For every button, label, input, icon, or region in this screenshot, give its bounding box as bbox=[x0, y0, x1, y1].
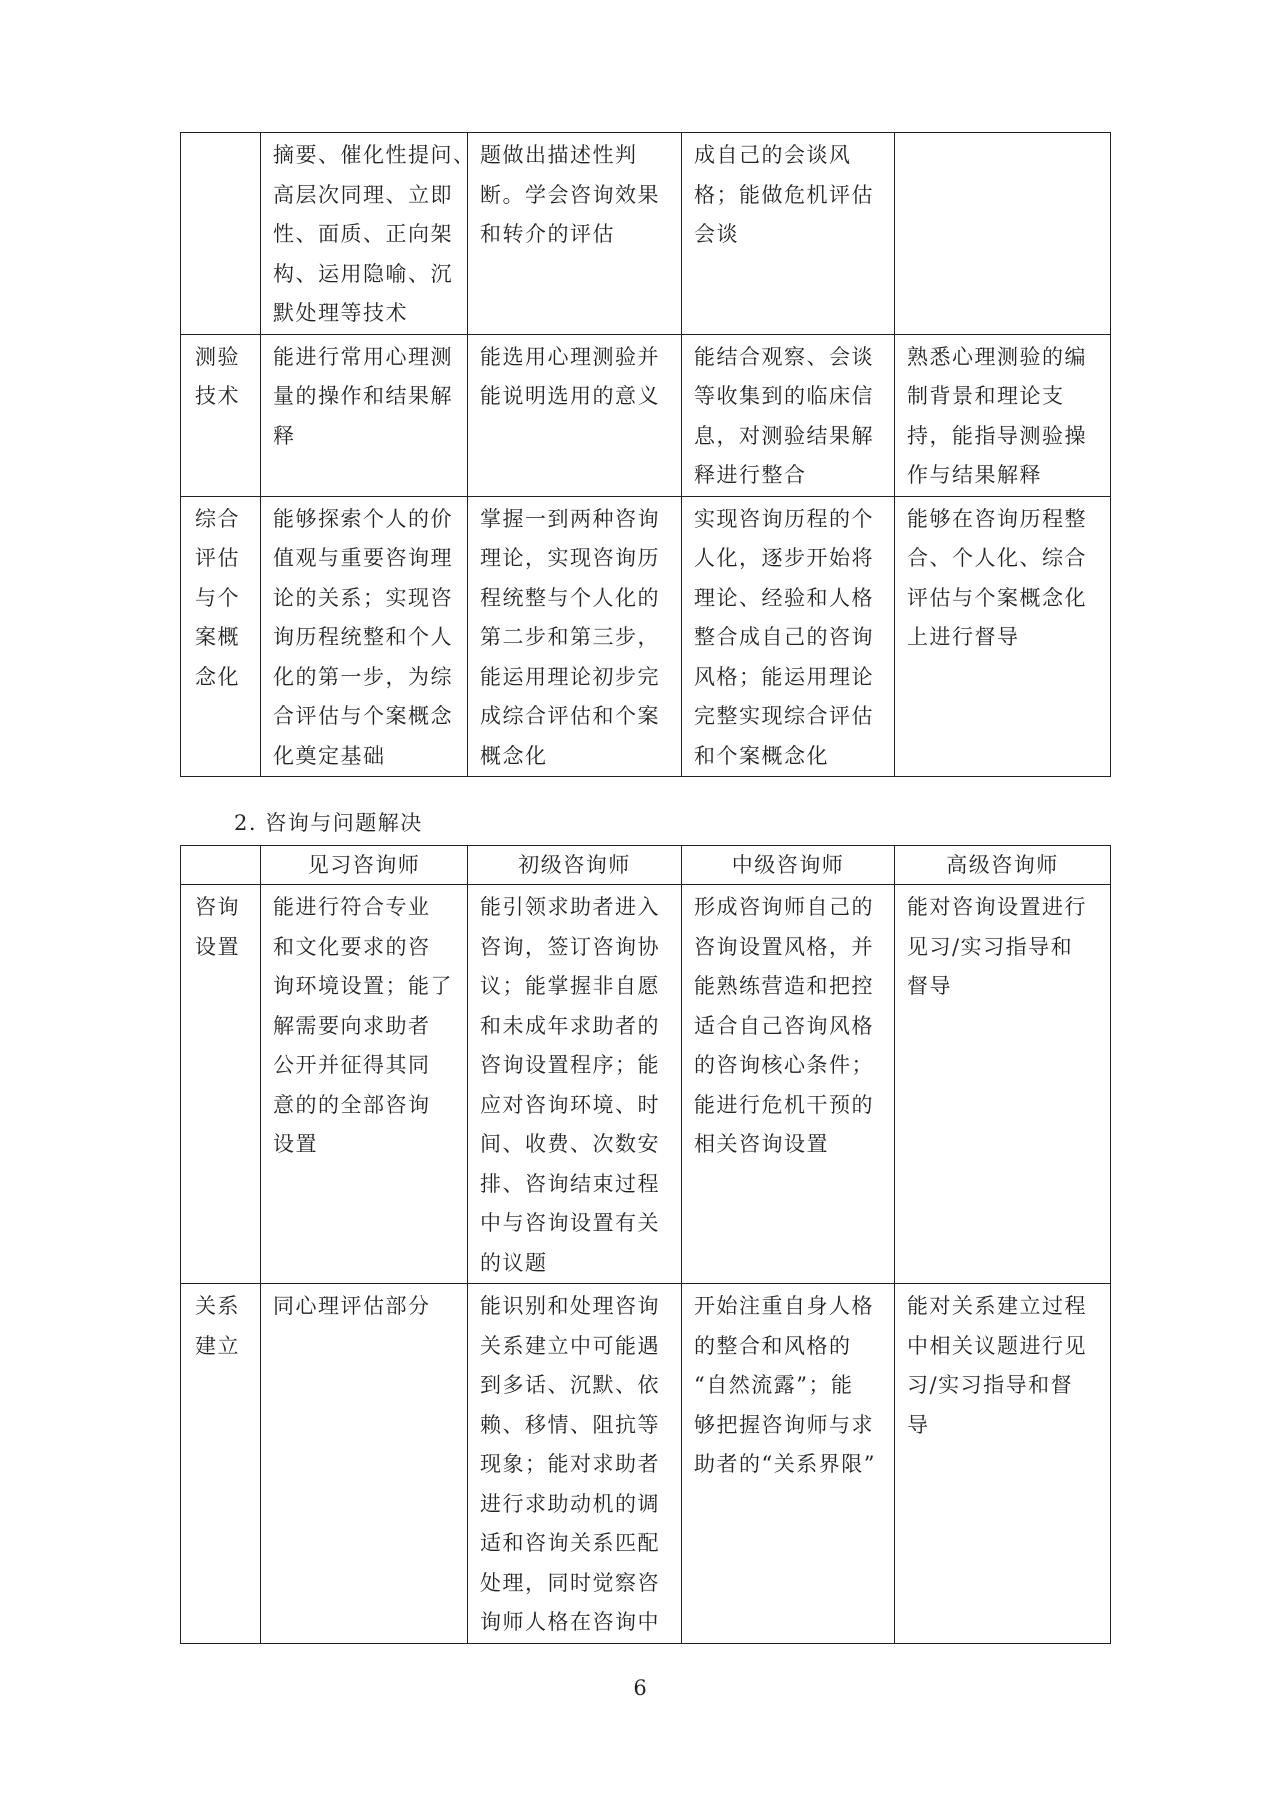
cell-senior bbox=[895, 133, 1111, 335]
table1-body bbox=[181, 133, 1111, 777]
competency-table-continued bbox=[180, 132, 1111, 777]
cell-text-line: 实现咨询历程的个 bbox=[694, 506, 874, 531]
cell-junior bbox=[468, 496, 682, 777]
cell-text-line: 高层次同理、立即 bbox=[273, 182, 453, 207]
row-heading-line: 设置 bbox=[195, 934, 240, 959]
cell-text-line: 能熟练营造和把控 bbox=[694, 974, 874, 998]
cell-text-line: 论的关系；实现咨 bbox=[273, 585, 453, 610]
cell-text-line: 理论，实现咨询历 bbox=[480, 546, 660, 570]
table-row bbox=[181, 334, 1111, 496]
cell-text-line: 能结合观察、会谈 bbox=[694, 344, 874, 369]
cell-text-line: 和转介的评估 bbox=[480, 222, 615, 246]
cell-text-line: 题做出描述性判 bbox=[480, 143, 638, 167]
cell-trainee bbox=[261, 1284, 468, 1644]
cell-intermediate bbox=[682, 885, 895, 1284]
cell-text-line: 形成咨询师自己的 bbox=[694, 895, 874, 919]
cell-text-line: 导 bbox=[907, 1412, 930, 1437]
row-heading-line: 测验 bbox=[195, 344, 240, 369]
cell-intermediate bbox=[682, 334, 895, 496]
cell-text-line: 化的第一步，为综 bbox=[273, 664, 453, 689]
cell-text-line: 释进行整合 bbox=[694, 463, 807, 487]
cell-text-line: 构、运用隐喻、沉 bbox=[273, 261, 453, 286]
cell-text-line: 能对咨询设置进行 bbox=[907, 895, 1087, 919]
cell-text-line: 关系建立中可能遇 bbox=[480, 1333, 660, 1358]
cell-text-line: 应对咨询环境、时 bbox=[480, 1092, 660, 1117]
cell-text-line: 咨询设置程序；能 bbox=[480, 1053, 660, 1077]
cell-senior bbox=[895, 885, 1111, 1284]
counseling-problem-solving-table bbox=[180, 845, 1111, 1644]
cell-text-line: 性、面质、正向架 bbox=[273, 222, 453, 246]
cell-text-line: 咨询设置风格，并 bbox=[694, 934, 874, 959]
cell-text-line: 和未成年求助者的 bbox=[480, 1013, 660, 1038]
cell-text-line: 适合自己咨询风格 bbox=[694, 1013, 874, 1038]
cell-text-line: 能进行常用心理测 bbox=[273, 344, 453, 369]
cell-text-line: 询历程统整和个人 bbox=[273, 625, 453, 649]
row-heading bbox=[181, 1284, 261, 1644]
cell-text-line: 中相关议题进行见 bbox=[907, 1333, 1087, 1358]
cell-text-line: 意的的全部咨询 bbox=[273, 1092, 431, 1117]
cell-text-line: 督导 bbox=[907, 974, 952, 998]
cell-text-line: 能进行危机干预的 bbox=[694, 1092, 874, 1117]
cell-trainee bbox=[261, 334, 468, 496]
cell-text-line: 会谈 bbox=[694, 222, 739, 246]
cell-text-line: 能识别和处理咨询 bbox=[480, 1294, 660, 1318]
cell-text-line: 掌握一到两种咨询 bbox=[480, 506, 660, 531]
cell-text-line: 和文化要求的咨 bbox=[273, 934, 431, 959]
row-heading-line: 案概 bbox=[195, 625, 240, 649]
cell-text-line: 能说明选用的意义 bbox=[480, 384, 660, 408]
table-row bbox=[181, 133, 1111, 335]
section-title: 2. 咨询与问题解决 bbox=[234, 811, 423, 835]
cell-text-line: 完整实现综合评估 bbox=[694, 704, 874, 728]
cell-trainee bbox=[261, 133, 476, 335]
cell-text-line: 处理，同时觉察咨 bbox=[480, 1570, 660, 1595]
cell-text-line: 风格；能运用理论 bbox=[694, 664, 874, 689]
cell-junior bbox=[468, 885, 682, 1284]
cell-text-line: 评估与个案概念化 bbox=[907, 585, 1087, 610]
row-heading-line: 咨询 bbox=[195, 895, 240, 919]
cell-text-line: 能运用理论初步完 bbox=[480, 664, 660, 689]
row-heading-line: 评估 bbox=[195, 546, 240, 570]
cell-text-line: 同心理评估部分 bbox=[273, 1294, 431, 1318]
cell-text-line: 化奠定基础 bbox=[273, 743, 386, 768]
cell-text-line: 成自己的会谈风 bbox=[694, 143, 852, 167]
cell-text-line: 默处理等技术 bbox=[273, 301, 408, 325]
cell-text-line: 相关咨询设置 bbox=[694, 1132, 829, 1156]
cell-text-line: 理论、经验和人格 bbox=[694, 585, 874, 610]
cell-text-line: 概念化 bbox=[480, 743, 548, 768]
table-header-row bbox=[181, 846, 1111, 885]
header-trainee: 见习咨询师 bbox=[261, 846, 468, 885]
cell-text-line: 量的操作和结果解 bbox=[273, 384, 453, 408]
cell-text-line: 断。学会咨询效果 bbox=[480, 182, 660, 207]
row-heading-line: 念化 bbox=[195, 664, 240, 689]
cell-text-line: 能对关系建立过程 bbox=[907, 1294, 1087, 1318]
cell-text-line: 的议题 bbox=[480, 1250, 548, 1275]
row-heading-line: 关系 bbox=[195, 1294, 240, 1318]
cell-text-line: 合、个人化、综合 bbox=[907, 546, 1087, 570]
cell-text-line: 间、收费、次数安 bbox=[480, 1132, 660, 1156]
cell-text-line: 整合成自己的咨询 bbox=[694, 625, 874, 649]
cell-text-line: 设置 bbox=[273, 1132, 318, 1156]
cell-text-line: 赖、移情、阻抗等 bbox=[480, 1412, 660, 1437]
row-heading bbox=[181, 133, 261, 335]
row-heading-line: 建立 bbox=[195, 1333, 240, 1358]
cell-senior bbox=[895, 1284, 1111, 1644]
cell-text-line: 能引领求助者进入 bbox=[480, 895, 660, 919]
cell-trainee bbox=[261, 496, 468, 777]
table-row bbox=[181, 1284, 1111, 1644]
cell-text-line: “自然流露”；能 bbox=[694, 1373, 854, 1397]
row-heading bbox=[181, 885, 261, 1284]
cell-intermediate bbox=[682, 133, 895, 335]
cell-text-line: 持，能指导测验操 bbox=[907, 423, 1087, 448]
header-intermediate: 中级咨询师 bbox=[682, 846, 895, 885]
cell-junior bbox=[468, 334, 682, 496]
table2-body bbox=[181, 885, 1111, 1644]
row-heading bbox=[181, 496, 261, 777]
cell-text-line: 人化，逐步开始将 bbox=[694, 546, 874, 570]
cell-text-line: 见习/实习指导和 bbox=[907, 934, 1074, 959]
cell-text-line: 上进行督导 bbox=[907, 625, 1020, 649]
cell-text-line: 公开并征得其同 bbox=[273, 1053, 431, 1077]
header-junior: 初级咨询师 bbox=[468, 846, 682, 885]
cell-text-line: 合评估与个案概念 bbox=[273, 704, 453, 728]
cell-text-line: 现象；能对求助者 bbox=[480, 1452, 660, 1476]
cell-text-line: 制背景和理论支 bbox=[907, 384, 1065, 408]
cell-text-line: 适和咨询关系匹配 bbox=[480, 1531, 660, 1555]
cell-text-line: 中与咨询设置有关 bbox=[480, 1211, 660, 1235]
cell-text-line: 到多话、沉默、依 bbox=[480, 1373, 660, 1397]
cell-text-line: 等收集到的临床信 bbox=[694, 384, 874, 408]
cell-text-line: 排、咨询结束过程 bbox=[480, 1171, 660, 1196]
table-row bbox=[181, 885, 1111, 1284]
cell-text-line: 开始注重自身人格 bbox=[694, 1294, 874, 1318]
cell-text-line: 和个案概念化 bbox=[694, 743, 829, 768]
cell-text-line: 能够在咨询历程整 bbox=[907, 506, 1087, 531]
header-corner bbox=[181, 846, 261, 885]
cell-text-line: 释 bbox=[273, 423, 296, 448]
cell-text-line: 够把握咨询师与求 bbox=[694, 1412, 874, 1437]
row-heading-line: 与个 bbox=[195, 585, 240, 610]
cell-senior bbox=[895, 496, 1111, 777]
cell-text-line: 助者的“关系界限” bbox=[694, 1452, 876, 1476]
header-senior: 高级咨询师 bbox=[895, 846, 1111, 885]
cell-text-line: 值观与重要咨询理 bbox=[273, 546, 453, 570]
table-row bbox=[181, 496, 1111, 777]
page-number: 6 bbox=[633, 1676, 647, 1700]
cell-text-line: 的整合和风格的 bbox=[694, 1333, 852, 1358]
cell-text-line: 第二步和第三步， bbox=[480, 625, 660, 649]
cell-text-line: 能进行符合专业 bbox=[273, 895, 431, 919]
cell-text-line: 能够探索个人的价 bbox=[273, 506, 453, 531]
cell-text-line: 摘要、催化性提问、 bbox=[273, 143, 476, 167]
row-heading bbox=[181, 334, 261, 496]
row-heading-line: 综合 bbox=[195, 506, 240, 531]
cell-text-line: 解需要向求助者 bbox=[273, 1013, 431, 1038]
cell-text-line: 熟悉心理测验的编 bbox=[907, 344, 1087, 369]
cell-text-line: 程统整与个人化的 bbox=[480, 585, 660, 610]
cell-text-line: 习/实习指导和督 bbox=[907, 1373, 1074, 1397]
cell-text-line: 进行求助动机的调 bbox=[480, 1491, 660, 1516]
cell-text-line: 成综合评估和个案 bbox=[480, 704, 660, 728]
cell-text-line: 息，对测验结果解 bbox=[694, 423, 874, 448]
cell-text-line: 咨询，签订咨询协 bbox=[480, 934, 660, 959]
cell-text-line: 询环境设置；能了 bbox=[273, 974, 453, 998]
cell-text-line: 议；能掌握非自愿 bbox=[480, 974, 660, 998]
cell-trainee bbox=[261, 885, 468, 1284]
cell-senior bbox=[895, 334, 1111, 496]
row-heading-line: 技术 bbox=[195, 384, 240, 408]
cell-text-line: 作与结果解释 bbox=[907, 463, 1042, 487]
cell-junior bbox=[468, 133, 682, 335]
cell-junior bbox=[468, 1284, 682, 1644]
cell-text-line: 的咨询核心条件； bbox=[694, 1053, 874, 1077]
cell-text-line: 格；能做危机评估 bbox=[694, 182, 874, 207]
cell-text-line: 能选用心理测验并 bbox=[480, 344, 660, 369]
cell-text-line: 询师人格在咨询中 bbox=[480, 1610, 660, 1634]
cell-intermediate bbox=[682, 496, 895, 777]
cell-intermediate bbox=[682, 1284, 895, 1644]
